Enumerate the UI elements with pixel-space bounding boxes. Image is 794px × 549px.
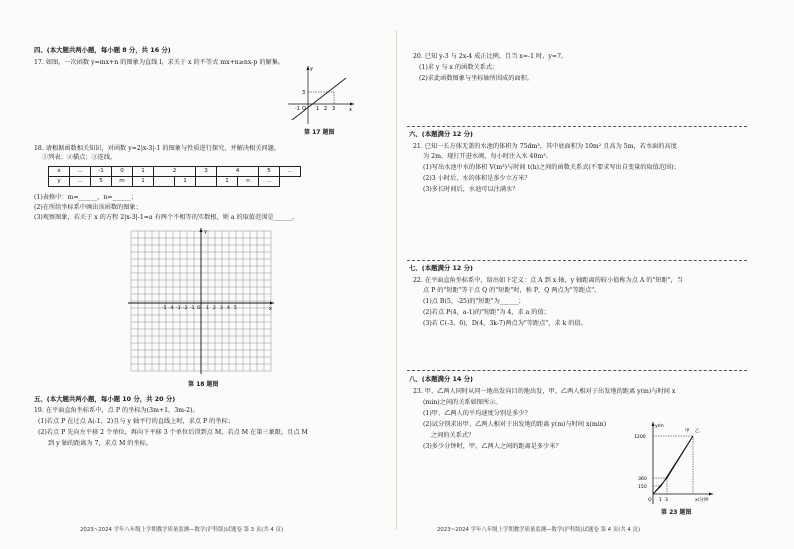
section-5-header: 五、(本大题共两小题，每小题 10 分，共 20 分) [34,395,176,403]
section-divider [407,370,747,371]
fig23-origin: O [648,498,652,503]
table-18-row-x [49,167,301,177]
question-20: 20. 已知 y-3 与 2x-4 成正比例，且当 x=-1 时，y=7。 [413,53,568,60]
section-6-header: 六、(本题满分 12 分) [409,130,473,138]
table-cell: 5 [259,167,280,177]
table-cell: 2 [154,167,196,177]
fig17-origin: O [302,106,306,112]
question-21-item-3: (3)多长时间后，水池可以注满水？ [423,186,519,193]
fig18-axis-y: y [204,229,207,235]
table-cell: 3 [196,167,217,177]
figure-17-caption: 第 17 题图 [304,129,335,136]
section-4-header: 四、(本大题共两小题，每小题 8 分，共 16 分) [34,46,171,54]
fig17-tick-y3: 3 [302,90,306,96]
fig17-axis-y: y [310,66,313,72]
question-19: 19. 在平面直角坐标系中，点 P 的坐标为(3m+1，3m-2)。 [34,407,199,414]
fig23-axis-y: y/m [655,424,664,429]
fig17-tick-3: 3 [332,106,336,112]
table-cell: … [259,177,280,187]
right-page [397,0,794,549]
question-17: 17. 如图，一次函数 y=mx+n 的图象为直线 l，求关于 x 的不等式 mx+n≥nx-p 的解集。 [34,59,285,66]
fig23-y-1200: 1200 [634,435,646,440]
table-cell: x [49,167,70,177]
x-tick: -3 [176,306,181,311]
x-tick: 5 [234,306,237,311]
question-22-cont: 点 P 的"短距"等于点 Q 的"短距"时，称 P，Q 两点为"等距点"。 [423,287,601,294]
fig18-axis-x: x [269,306,272,312]
fig23-y-360: 360 [638,477,647,482]
table-18 [48,166,301,187]
table-cell: 1 [133,167,154,177]
question-22-item-3: (3)若 C(-3，6)，D(4，3k-7)两点为"等距点"，求 k 的值。 [423,320,587,327]
x-tick: 4 [227,306,230,311]
question-18-item-1: (1)表格中：m=______，n=______； [34,194,138,201]
fig23-x-1: 1 [659,498,662,503]
table-cell [154,177,175,187]
fig17-tick-neg1: -1 [295,106,300,112]
x-tick: -1 [190,306,195,311]
table-18-row-y [49,177,301,187]
x-tick: -5 [162,306,167,311]
question-20-item-2: (2)求此函数图象与坐标轴所围成的面积。 [419,75,533,82]
question-20-item-1: (1)求 y 与 x 的函数关系式； [419,64,499,71]
question-21: 21. 已知一长方体无盖的水池的体积为 75dm³，其中底面积为 10m² 且高为 5m，若水面的高度 [413,143,677,150]
x-tick: 2 [213,306,216,311]
table-cell: y [49,177,70,187]
table-cell: … [70,177,91,187]
x-tick: 1 [206,306,209,311]
fig23-x-3: 3 [665,498,668,503]
section-divider [407,126,747,127]
table-cell: 0 [112,167,133,177]
table-cell: m [112,177,133,187]
x-tick: 3 [220,306,223,311]
question-18-steps: ①列表；②描点；③连线。 [42,154,117,161]
fig23-series-jia: 甲 [685,429,690,434]
table-cell: … [70,167,91,177]
question-22: 22. 在平面直角坐标系中，给出如下定义：点 A 到 x 轴，y 轴距离的较小值称为点 A 的"短距"，当 [413,277,683,284]
figure-17-graph [286,64,356,126]
table-cell: 1 [133,177,154,187]
section-8-header: 八、(本题满分 14 分) [409,375,473,383]
question-21-item-2: (2)3 小时后，水的体积是多少立方米？ [423,175,531,182]
question-19-item-1: (1)若点 P 在过点 A(-1，2)且与 y 轴平行的直线上时，求点 P 的坐标； [38,418,234,425]
table-cell [196,177,217,187]
question-19-item-2: (2)若点 P 先向左平移 2 个单位，再向下平移 3 个单位后得到点 M，若点 M 在第三象限，且点 M [38,429,308,436]
question-23-item-1: (1)甲、乙两人的平均速度分别是多少？ [423,410,531,417]
table-cell: n [238,177,259,187]
figure-23-caption: 第 23 题图 [661,509,692,516]
fig17-tick-2: 2 [324,106,328,112]
question-18-item-2: (2)在所给坐标系中画出该函数的图象； [34,204,142,211]
table-cell: -1 [91,167,112,177]
left-page-footer: 2023~2024 学年八年级上学期教学质量监测—数学(沪科版)试题卷 第 3 页(共 4 页) [80,527,284,533]
table-cell: 4 [217,167,259,177]
question-18: 18. 请根据函数相关知识，对函数 y=2|x-3|-1 的图象与性质进行探究，并解决相关问题。 [34,145,280,152]
question-22-item-2: (2)若点 P(4，a-1)的"短距"为 4，求 a 的值； [423,309,550,316]
question-21-cont: 为 2m，现打开进水阀，每小时注入水 40m³。 [423,153,552,160]
x-tick: -2 [183,306,188,311]
question-23: 23. 甲、乙两人同时从同一地出发向目的地出发，甲、乙两人相对于出发地的距离 y(m)与时间 x [413,388,676,395]
x-tick: -4 [169,306,174,311]
fig23-y-150: 150 [638,485,647,490]
table-cell: 1 [175,177,196,187]
section-divider [407,260,747,261]
x-tick: O [197,306,201,311]
figure-18-caption: 第 18 题图 [188,381,219,388]
figure-18-grid [126,226,276,376]
table-cell: 1 [217,177,238,187]
fig23-series-yi: 乙 [695,429,700,434]
fig23-axis-x: x/分钟 [695,498,709,503]
question-23-cont: (min)之间的关系如图所示。 [423,399,502,406]
question-21-item-1: (1)写出水池中水的体积 V(m³)与时间 t(h)之间的函数关系式(不要求写出自变量的取值范围)； [423,164,680,171]
fig17-axis-x: x [349,107,352,113]
question-23-item-2: (2)试分别求出甲、乙两人相对于出发地的距离 y(m)与时间 x(min) [423,421,607,428]
question-23-item-2-cont: 之间的关系式？ [431,432,475,439]
figure-23-graph [633,420,717,506]
question-19-item-2-cont: 到 y 轴的距离为 7，求点 M 的坐标。 [48,440,153,447]
question-23-item-3: (3)多少分钟时，甲、乙两人之间的距离是多少米？ [423,443,562,450]
right-page-footer: 2023~2024 学年八年级上学期教学质量监测—数学(沪科版)试题卷 第 4 页(共 4 页) [437,527,641,533]
table-cell: 5 [91,177,112,187]
section-7-header: 七、(本题满分 12 分) [409,264,473,272]
table-cell: … [280,167,301,177]
question-22-item-1: (1)点 B(5，-25)的"短距"为______； [423,298,525,305]
fig17-tick-1: 1 [316,106,320,112]
question-18-item-3: (3)观察图象，若关于 x 的方程 2|x-3|-1=a 有两个不相等的实数根，则 a 的取值范围是______。 [34,214,299,221]
